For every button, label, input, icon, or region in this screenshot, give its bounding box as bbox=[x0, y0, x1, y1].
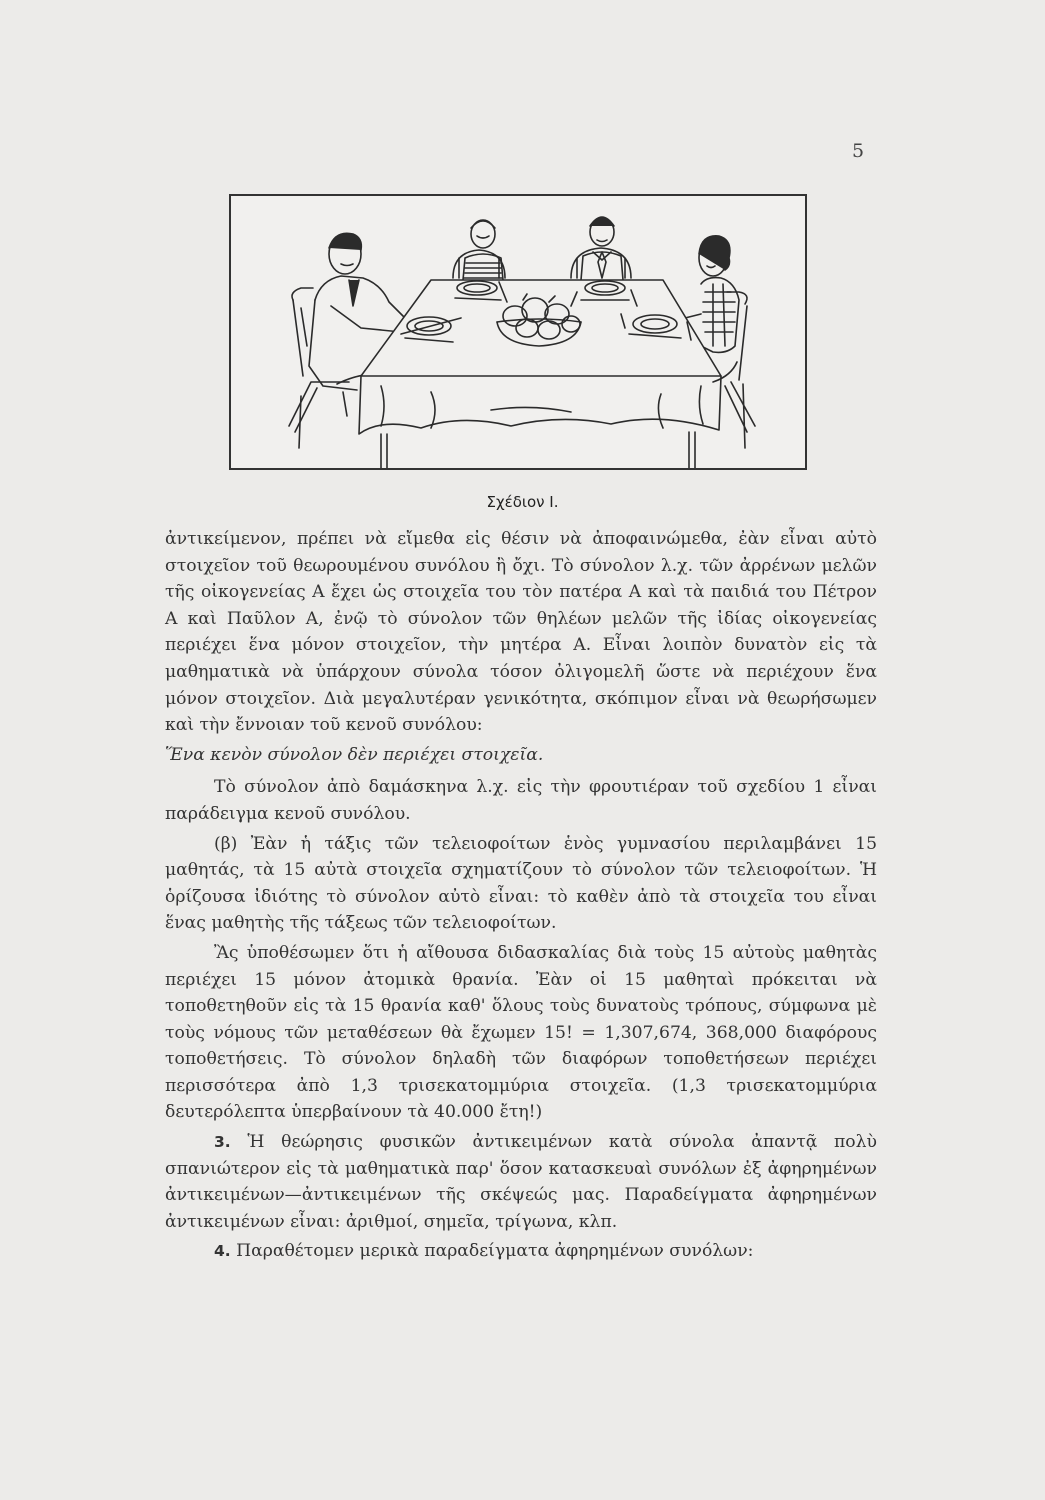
definition: Ἕνα κενὸν σύνολον δὲν περιέχει στοιχεῖα. bbox=[165, 744, 544, 765]
paragraph: (β) Ἐὰν ἡ τάξις τῶν τελειοφοίτων ἑνὸς γυμνασίου περιλαμβάνει 15 μαθητάς, τὰ 15 αὐτὰ στοιχεῖα σχηματίζουν τὸ σύνολον τῶν τελειοφοίτων. Ἡ ὁρίζουσα ἰδιότης τὸ σύνολον αὐτὸ εἶναι: τὸ καθὲν ἀπὸ τὰ στοιχεῖα του εἶναι ἕνας μαθητὴς τῆς τάξεως τῶν τελειοφοίτων. bbox=[165, 833, 877, 934]
paragraph: Ἂς ὑποθέσωμεν ὅτι ἡ αἴθουσα διδασκαλίας διὰ τοὺς 15 αὐτοὺς μαθητὰς περιέχει 15 μόνον ἀτομικὰ θρανία. Ἐὰν οἱ 15 μαθηταὶ πρόκειται νὰ τοποθετηθοῦν εἰς τὰ 15 θρανία καθ' ὅλους τοὺς δυνατοὺς τρόπους, σύμφωνα μὲ τοὺς νόμους τῶν μεταθέσεων θὰ ἔχωμεν 15! = 1,307,674, 368,000 διαφόρους τοποθετήσεις. Τὸ σύνολον δηλαδὴ τῶν διαφόρων τοποθετήσεων περιέχει περισσότερα ἀπὸ 1,3 τρισεκατομμύρια στοιχεῖα. (1,3 τρισεκατομμύρια δευτερόλεπτα ὑπερβαίνουν τὰ 40.000 ἔτη!) bbox=[165, 942, 877, 1123]
paragraph-text: Παραθέτομεν μερικὰ παραδείγματα ἀφηρημένων συνόλων: bbox=[236, 1241, 754, 1262]
paragraph-text: Ἡ θεώρησις φυσικῶν ἀντικειμένων κατὰ σύνολα ἀπαντᾷ πολὺ σπανιώτερον εἰς τὰ μαθηματικὰ παρ' ὅσον κατασκευαὶ συνόλων ἐξ ἀφηρημένων ἀντικειμένων—ἀντικειμένων τῆς σκέψεώς μας. Παραδείγματα ἀφηρημένων ἀντικειμένων εἶναι: ἀριθμοί, σημεῖα, τρίγωνα, κλπ. bbox=[165, 1132, 877, 1232]
figure-illustration bbox=[229, 194, 807, 470]
figure-caption: Σχέδιον Ι. bbox=[486, 493, 559, 511]
paragraph: Τὸ σύνολον ἀπὸ δαμάσκηνα λ.χ. εἰς τὴν φρουτιέραν τοῦ σχεδίου 1 εἶναι παράδειγμα κενοῦ συνόλου. bbox=[165, 777, 877, 824]
paragraph: ἀντικείμενον, πρέπει νὰ εἴμεθα εἰς θέσιν νὰ ἀποφαινώμεθα, ἐὰν εἶναι αὐτὸ στοιχεῖον τοῦ θεωρουμένου συνόλου ἢ ὄχι. Τὸ σύνολον λ.χ. τῶν ἀρρένων μελῶν τῆς οἰκογενείας Α ἔχει ὡς στοιχεῖα του τὸν πατέρα Α καὶ τὰ παιδιά του Πέτρον Α καὶ Παῦλον Α, ἐνῷ τὸ σύνολον τῶν θηλέων μελῶν τῆς ἰδίας οἰκογενείας περιέχει ἕνα μόνον στοιχεῖον, τὴν μητέρα Α. Εἶναι λοιπὸν δυνατὸν εἰς τὰ μαθηματικὰ νὰ ὑπάρχουν σύνολα τόσον ὀλιγομελῆ ὥστε νὰ περιέχουν ἕνα μόνον στοιχεῖον. Διὰ μεγαλυτέραν γενικότητα, σκόπιμον εἶναι νὰ θεωρήσωμεν καὶ τὴν ἔννοιαν τοῦ κενοῦ συνόλου: bbox=[165, 529, 877, 736]
section-paragraph bbox=[165, 1129, 877, 1235]
section-number: 4. bbox=[214, 1242, 231, 1261]
chair-right bbox=[725, 292, 755, 448]
page-number: 5 bbox=[852, 140, 865, 162]
section-number: 3. bbox=[214, 1133, 231, 1152]
body-text bbox=[165, 526, 877, 1265]
section-paragraph bbox=[165, 1238, 877, 1265]
dining-table bbox=[359, 280, 721, 468]
